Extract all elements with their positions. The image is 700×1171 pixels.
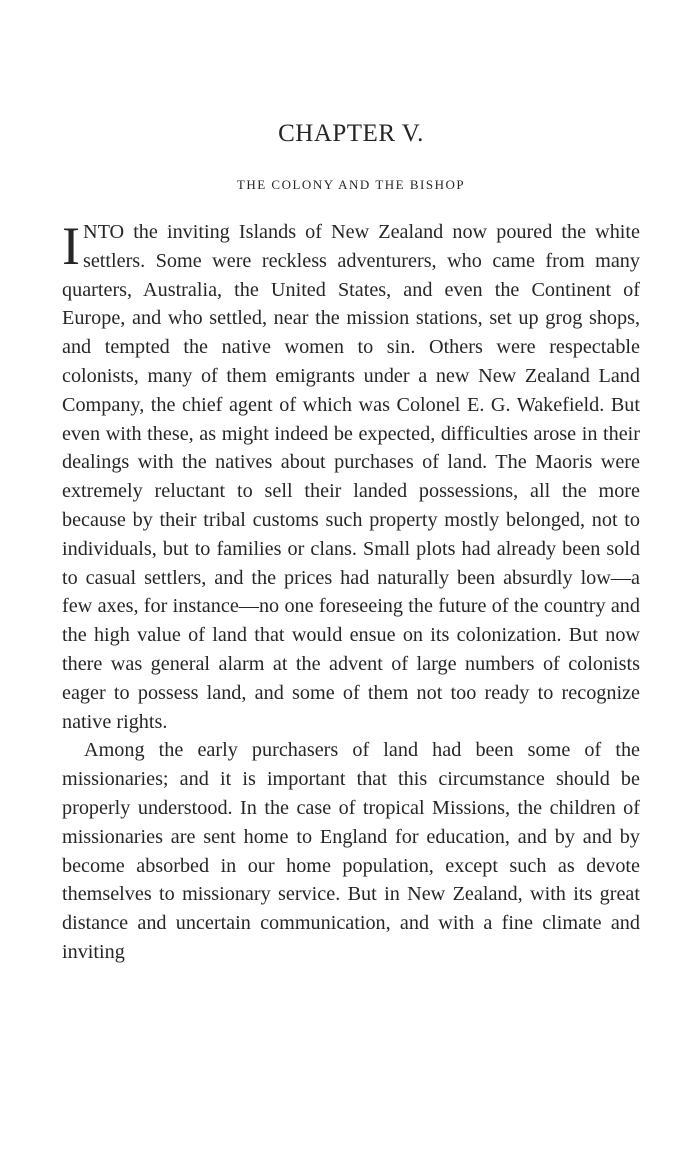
paragraph-2-text: Among the early purchasers of land had been some of the missionaries; and it is important that this circumstance should be properly understood. In the case of tropical Missions, the children of missionaries are sent home to England for education, and by and by become absorbed in our home population, except such as devote themselves to missionary service. But in New Zealand, with its great distance and uncertain communication, and with a fine climate and inviting <box>62 739 640 963</box>
paragraph-2 <box>62 736 640 966</box>
chapter-subtitle: THE COLONY AND THE BISHOP <box>236 177 466 192</box>
chapter-title: CHAPTER V. <box>278 120 424 147</box>
paragraph-1 <box>62 218 640 736</box>
chapter-body <box>62 218 640 967</box>
drop-cap: I <box>62 216 80 276</box>
paragraph-1-text: NTO the inviting Islands of New Zealand now poured the white settlers. Some were reckless adventurers, who came from many quarters, Australia, the United States, and even the Continent of Europe, and who settled, near the mission stations, set up grog shops, and tempted the native women to sin. Others were respectable colonists, many of them emigrants under a new New Zealand Land Company, the chief agent of which was Colonel E. G. Wakefield. But even with these, as might indeed be expected, difficulties arose in their dealings with the natives about purchases of land. The Maoris were extremely reluctant to sell their landed possessions, all the more because by their tribal customs such property mostly belonged, not to individuals, but to families or clans. Small plots had already been sold to casual settlers, and the prices had naturally been absurdly low—a few axes, for instance—no one foreseeing the future of the country and the high value of land that would ensue on its colonization. But now there was general alarm at the advent of large numbers of colonists eager to possess land, and some of them not too ready to recognize native rights. <box>62 221 640 733</box>
book-page <box>62 0 640 1171</box>
